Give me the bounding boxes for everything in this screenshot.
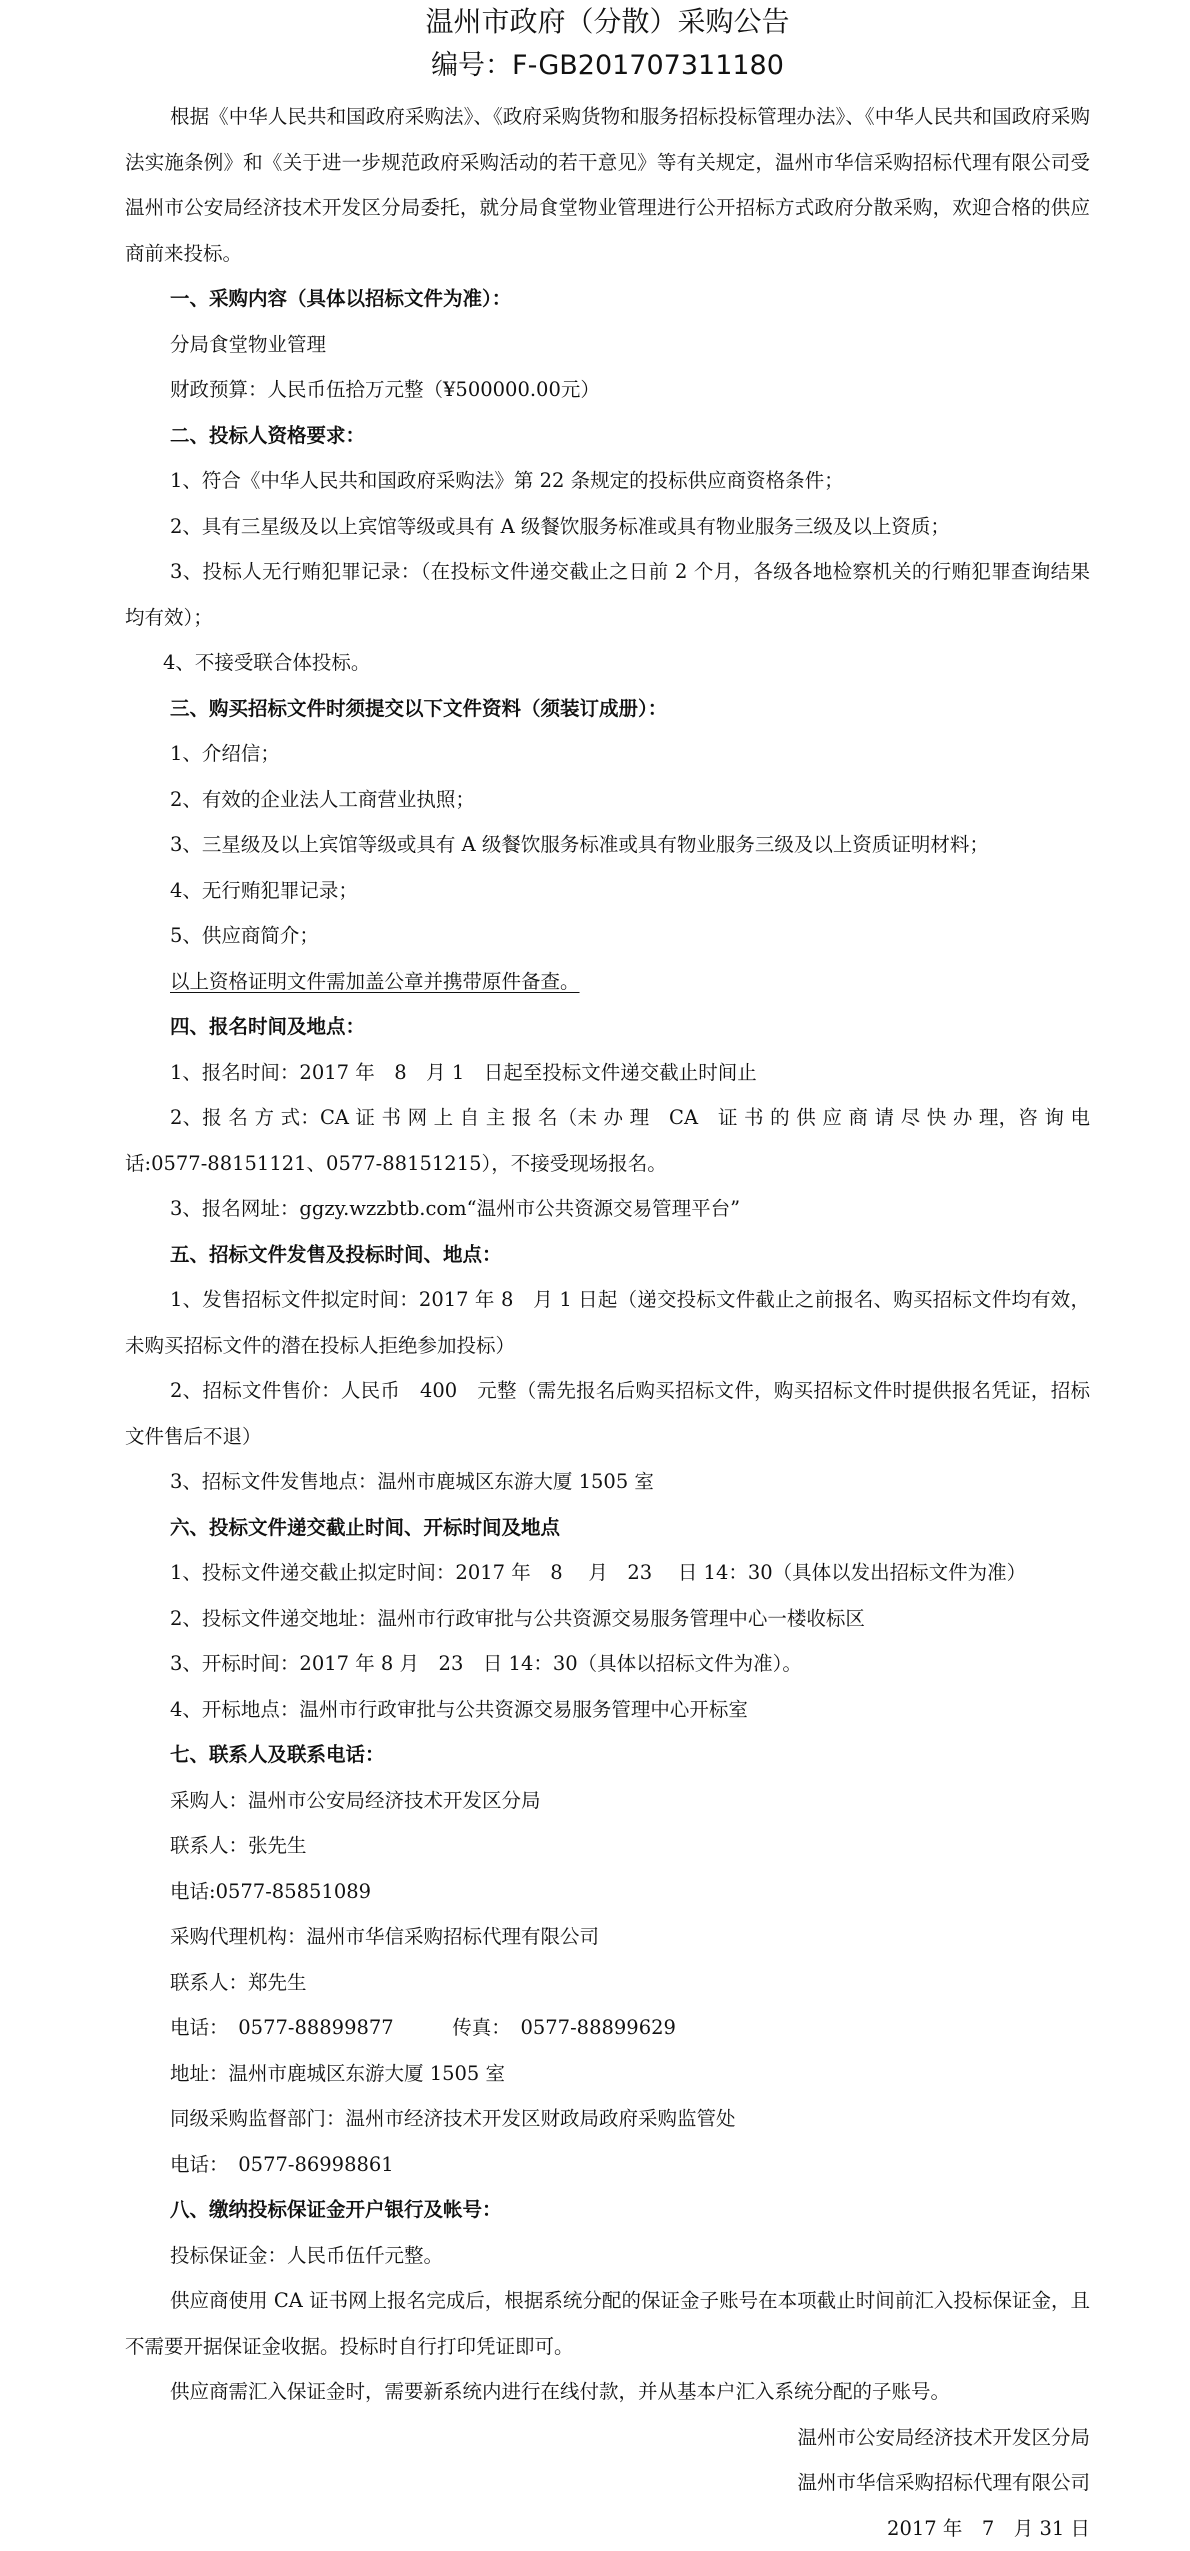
signature-date: 2017 年 7 月 31 日 xyxy=(125,2506,1090,2551)
section-2-heading: 二、投标人资格要求： xyxy=(125,413,1090,459)
registration-item: 2、报 名 方 式：CA 证 书 网 上 自 主 报 名（未 办 理 CA 证 书 的 供 应 商 请 尽 快 办 理，咨 询 电 话:0577-88151121、0577-88151215），不接受现场报名。 xyxy=(125,1095,1090,1186)
section-3-heading: 三、购买招标文件时须提交以下文件资料（须装订成册）： xyxy=(125,686,1090,732)
intro-paragraph: 根据《中华人民共和国政府采购法》、《政府采购货物和服务招标投标管理办法》、《中华人民共和国政府采购法实施条例》和《关于进一步规范政府采购活动的若干意见》等有关规定，温州市华信采购招标代理有限公司受温州市公安局经济技术开发区分局委托，就分局食堂物业管理进行公开招标方式政府分散采购，欢迎合格的供应商前来投标。 xyxy=(125,94,1090,276)
section-7-heading: 七、联系人及联系电话： xyxy=(125,1732,1090,1778)
deposit-paragraph: 供应商使用 CA 证书网上报名完成后，根据系统分配的保证金子账号在本项截止时间前汇入投标保证金，且不需要开据保证金收据。投标时自行打印凭证即可。 xyxy=(125,2278,1090,2369)
registration-item: 3、报名网址：ggzy.wzzbtb.com“温州市公共资源交易管理平台” xyxy=(125,1186,1090,1232)
section-6-heading: 六、投标文件递交截止时间、开标时间及地点 xyxy=(125,1505,1090,1551)
signature-org-2: 温州市华信采购招标代理有限公司 xyxy=(125,2460,1090,2506)
deposit-amount: 投标保证金：人民币伍仟元整。 xyxy=(125,2233,1090,2279)
qualification-item: 3、投标人无行贿犯罪记录：（在投标文件递交截止之日前 2 个月，各级各地检察机关的行贿犯罪查询结果均有效）； xyxy=(125,549,1090,640)
registration-item: 1、报名时间：2017 年 8 月 1 日起至投标文件递交截止时间止 xyxy=(125,1050,1090,1096)
required-document-item: 3、三星级及以上宾馆等级或具有 A 级餐饮服务标准或具有物业服务三级及以上资质证明材料； xyxy=(125,822,1090,868)
budget-text: 财政预算：人民币伍拾万元整（¥500000.00元） xyxy=(125,367,1090,413)
contact-line: 采购人：温州市公安局经济技术开发区分局 xyxy=(125,1778,1090,1824)
section-4-heading: 四、报名时间及地点： xyxy=(125,1004,1090,1050)
required-document-item: 2、有效的企业法人工商营业执照； xyxy=(125,777,1090,823)
deadline-item: 4、开标地点：温州市行政审批与公共资源交易服务管理中心开标室 xyxy=(125,1687,1090,1733)
required-document-item: 5、供应商简介； xyxy=(125,913,1090,959)
required-document-item: 1、介绍信； xyxy=(125,731,1090,777)
contact-line: 联系人：郑先生 xyxy=(125,1960,1090,2006)
tender-sale-item: 1、发售招标文件拟定时间：2017 年 8 月 1 日起（递交投标文件截止之前报名、购买招标文件均有效，未购买招标文件的潜在投标人拒绝参加投标） xyxy=(125,1277,1090,1368)
deadline-item: 3、开标时间：2017 年 8 月 23 日 14：30（具体以招标文件为准）。 xyxy=(125,1641,1090,1687)
required-document-note xyxy=(125,959,1090,1005)
contact-line: 采购代理机构：温州市华信采购招标代理有限公司 xyxy=(125,1914,1090,1960)
section-8-heading: 八、缴纳投标保证金开户银行及帐号： xyxy=(125,2187,1090,2233)
required-document-item: 4、无行贿犯罪记录； xyxy=(125,868,1090,914)
section-1-heading: 一、采购内容（具体以招标文件为准）： xyxy=(125,276,1090,322)
qualification-item: 2、具有三星级及以上宾馆等级或具有 A 级餐饮服务标准或具有物业服务三级及以上资质； xyxy=(125,504,1090,550)
contact-line: 电话:0577-85851089 xyxy=(125,1869,1090,1915)
signature-org-1: 温州市公安局经济技术开发区分局 xyxy=(125,2415,1090,2461)
deadline-item: 2、投标文件递交地址：温州市行政审批与公共资源交易服务管理中心一楼收标区 xyxy=(125,1596,1090,1642)
section-5-heading: 五、招标文件发售及投标时间、地点： xyxy=(125,1232,1090,1278)
deposit-paragraph: 供应商需汇入保证金时，需要新系统内进行在线付款，并从基本户汇入系统分配的子账号。 xyxy=(125,2369,1090,2415)
contact-line: 联系人：张先生 xyxy=(125,1823,1090,1869)
qualification-item: 1、符合《中华人民共和国政府采购法》第 22 条规定的投标供应商资格条件； xyxy=(125,458,1090,504)
procurement-item: 分局食堂物业管理 xyxy=(125,322,1090,368)
deadline-item: 1、投标文件递交截止拟定时间：2017 年 8 月 23 日 14：30（具体以发出招标文件为准） xyxy=(125,1550,1090,1596)
contact-line: 电话： 0577-86998861 xyxy=(125,2142,1090,2188)
document-number: 编号：F-GB201707311180 xyxy=(125,46,1090,90)
contact-line: 同级采购监督部门：温州市经济技术开发区财政局政府采购监管处 xyxy=(125,2096,1090,2142)
tender-sale-item: 2、招标文件售价：人民币 400 元整（需先报名后购买招标文件，购买招标文件时提供报名凭证，招标文件售后不退） xyxy=(125,1368,1090,1459)
note-underlined: 以上资格证明文件需加盖公章并携带原件备查。 xyxy=(170,970,580,993)
qualification-item: 4、不接受联合体投标。 xyxy=(125,640,1090,686)
document-title: 温州市政府（分散）采购公告 xyxy=(125,2,1090,46)
contact-line: 地址：温州市鹿城区东游大厦 1505 室 xyxy=(125,2051,1090,2097)
tender-sale-item: 3、招标文件发售地点：温州市鹿城区东游大厦 1505 室 xyxy=(125,1459,1090,1505)
contact-line: 电话： 0577-88899877 传真： 0577-88899629 xyxy=(125,2005,1090,2051)
